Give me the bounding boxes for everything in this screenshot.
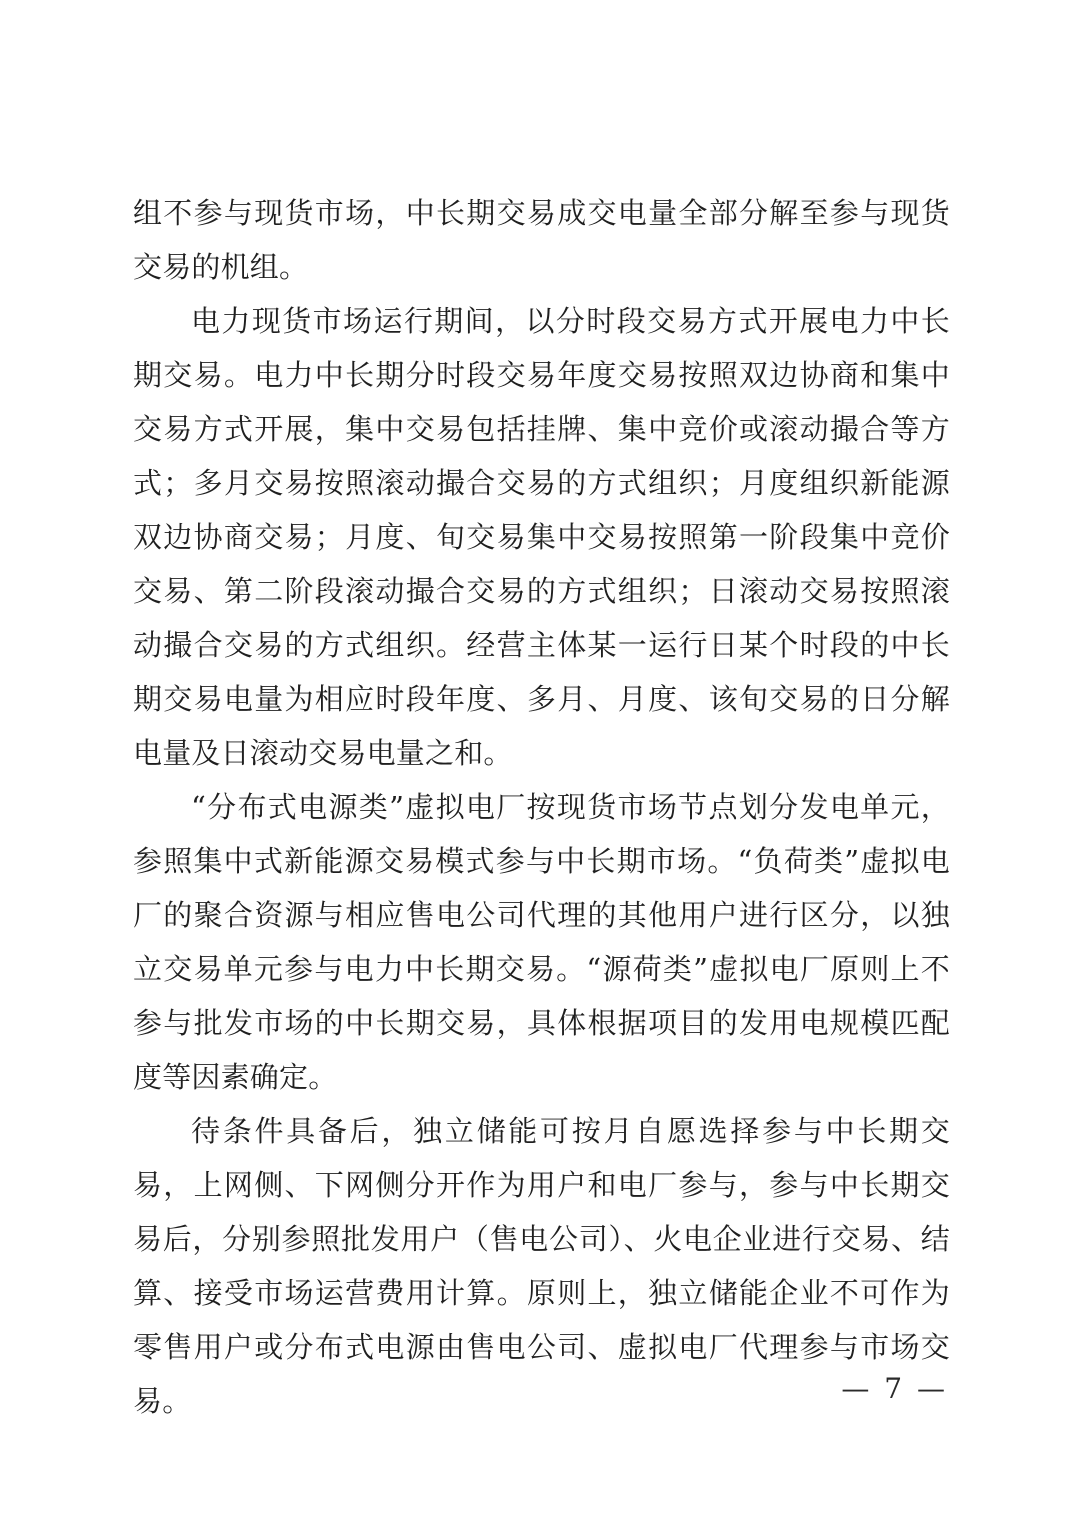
paragraph-continuation: 组不参与现货市场，中长期交易成交电量全部分解至参与现货交易的机组。	[133, 196, 950, 284]
document-body	[133, 186, 950, 1428]
page-number: — 7 —	[841, 1372, 948, 1405]
paragraph-virtual-power-plant: “分布式电源类”虚拟电厂按现货市场节点划分发电单元，参照集中式新能源交易模式参与中长期市场。“负荷类”虚拟电厂的聚合资源与相应售电公司代理的其他用户进行区分，以独立交易单元参与电力中长期交易。“源荷类”虚拟电厂原则上不参与批发市场的中长期交易，具体根据项目的发用电规模匹配度等因素确定。	[133, 790, 950, 1094]
paragraph-independent-storage: 待条件具备后，独立储能可按月自愿选择参与中长期交易，上网侧、下网侧分开作为用户和电厂参与，参与中长期交易后，分别参照批发用户（售电公司）、火电企业进行交易、结算、接受市场运营费用计算。原则上，独立储能企业不可作为零售用户或分布式电源由售电公司、虚拟电厂代理参与市场交易。	[133, 1114, 950, 1418]
paragraph-mid-long-term-trading: 电力现货市场运行期间，以分时段交易方式开展电力中长期交易。电力中长期分时段交易年度交易按照双边协商和集中交易方式开展，集中交易包括挂牌、集中竞价或滚动撮合等方式；多月交易按照滚动撮合交易的方式组织；月度组织新能源双边协商交易；月度、旬交易集中交易按照第一阶段集中竞价交易、第二阶段滚动撮合交易的方式组织；日滚动交易按照滚动撮合交易的方式组织。经营主体某一运行日某个时段的中长期交易电量为相应时段年度、多月、月度、该旬交易的日分解电量及日滚动交易电量之和。	[133, 304, 950, 770]
